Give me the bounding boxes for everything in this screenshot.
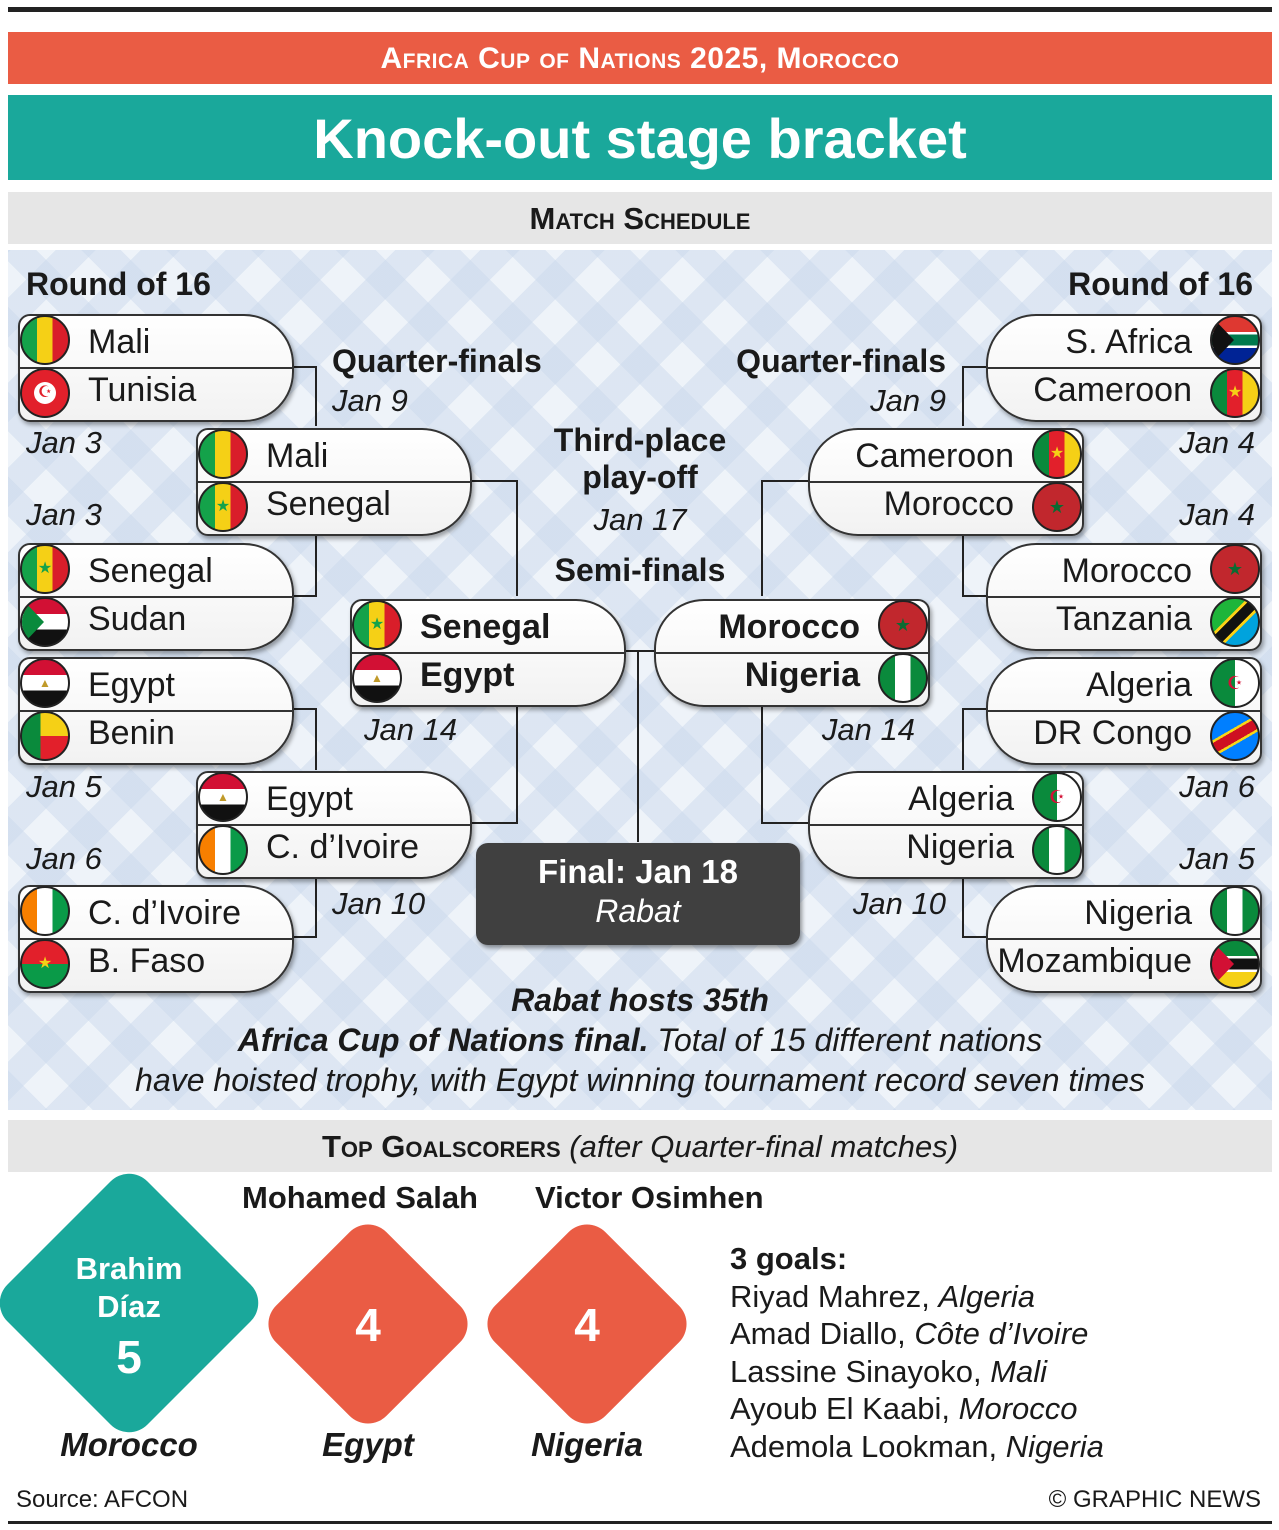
match-date: Jan 4 (1179, 497, 1255, 532)
egypt-flag-icon: ▲ (198, 772, 248, 822)
team-name: Cameroon (855, 437, 1014, 475)
connector (962, 876, 964, 938)
match-r16-left-2 (18, 543, 294, 651)
r16-left-heading: Round of 16 (26, 266, 211, 302)
team-name: B. Faso (88, 942, 206, 980)
team-name: Tanzania (1055, 600, 1192, 638)
final-box (476, 843, 800, 945)
connector (761, 822, 810, 824)
match-sf-left (350, 599, 626, 707)
note-bold-2: Africa Cup of Nations final. (237, 1022, 649, 1058)
match-date: Jan 14 (364, 712, 458, 747)
dr-congo-flag-icon (1210, 711, 1260, 761)
connector (962, 708, 964, 770)
south-africa-flag-icon (1210, 315, 1260, 365)
three-goal-heading: 3 goals: (730, 1241, 848, 1276)
connector (962, 708, 988, 710)
match-r16-right-2 (986, 543, 1262, 651)
connector (962, 366, 964, 426)
match-r16-left-1 (18, 314, 294, 422)
connector (761, 480, 763, 596)
algeria-flag-icon: ☪ (1032, 772, 1082, 822)
team-name: Egypt (88, 666, 175, 704)
mali-flag-icon (198, 429, 248, 479)
connector (962, 936, 988, 938)
cameroon-flag-icon: ★ (1032, 429, 1082, 479)
algeria-flag-icon: ☪ (1210, 658, 1260, 708)
team-name: Morocco (718, 608, 860, 646)
note-text-2: Total of 15 different nations (648, 1022, 1043, 1058)
team-name: Egypt (420, 656, 515, 694)
top-rule (8, 7, 1272, 12)
egypt-flag-icon: ▲ (352, 653, 402, 703)
match-r16-right-4 (986, 885, 1262, 993)
list-item: Ayoub El Kaabi, Morocco (730, 1391, 1078, 1426)
connector (637, 650, 639, 842)
team-name: Tunisia (88, 371, 197, 409)
qf-left-heading: Quarter-finals (332, 343, 542, 379)
note-bold-1: Rabat hosts 35th (511, 982, 769, 1018)
match-r16-right-1 (986, 314, 1262, 422)
team-name: Nigeria (1084, 894, 1192, 932)
team-name: Morocco (1061, 552, 1192, 590)
info-note (30, 980, 1250, 1100)
nigeria-flag-icon (1032, 825, 1082, 875)
team-name: Morocco (883, 485, 1014, 523)
team-name: DR Congo (1033, 714, 1192, 752)
match-sf-right (654, 599, 930, 707)
three-goal-list (730, 1240, 1104, 1465)
team-name: Senegal (266, 485, 391, 523)
supertitle: Africa Cup of Nations 2025, Morocco (8, 32, 1272, 84)
match-date: Jan 5 (1179, 841, 1255, 876)
connector (315, 708, 317, 770)
team-name: Algeria (1086, 666, 1192, 704)
final-venue: Rabat (595, 893, 681, 929)
scorers-subtitle: (after Quarter-final matches) (569, 1129, 959, 1164)
scorer-goals: 4 (355, 1299, 381, 1351)
match-r16-right-3 (986, 657, 1262, 765)
page-title: Knock-out stage bracket (8, 95, 1272, 180)
qf-right-heading: Quarter-finals (736, 343, 946, 379)
team-name: Nigeria (906, 828, 1014, 866)
section-heading: Match Schedule (8, 192, 1272, 244)
connector (291, 366, 317, 368)
mali-flag-icon (20, 315, 70, 365)
match-date: Jan 6 (26, 841, 102, 876)
connector (291, 708, 317, 710)
connector (469, 822, 518, 824)
scorer-country: Nigeria (531, 1426, 643, 1463)
connector (516, 480, 518, 596)
final-label: Final: Jan 18 (538, 853, 738, 890)
match-date: Jan 14 (821, 712, 915, 747)
cote-divoire-flag-icon (20, 886, 70, 936)
list-item: Lassine Sinayoko, Mali (730, 1353, 1048, 1389)
team-name: Algeria (908, 780, 1014, 818)
nigeria-flag-icon (878, 653, 928, 703)
cameroon-flag-icon: ★ (1210, 368, 1260, 418)
connector (315, 535, 317, 597)
morocco-flag-icon: ★ (878, 600, 928, 650)
match-date: Jan 6 (1179, 769, 1255, 804)
senegal-flag-icon: ★ (198, 482, 248, 532)
benin-flag-icon (20, 711, 70, 761)
connector (962, 366, 988, 368)
connector (962, 535, 964, 597)
match-date: Jan 10 (332, 886, 426, 921)
bottom-rule (8, 1521, 1272, 1524)
match-qf-left-2 (196, 771, 472, 879)
scorer-goals: 5 (116, 1331, 142, 1383)
connector (516, 706, 518, 824)
team-name: S. Africa (1065, 323, 1192, 361)
connector (315, 366, 317, 426)
team-name: Nigeria (744, 656, 860, 694)
r16-right-heading: Round of 16 (1068, 266, 1253, 302)
scorer-name: Brahim Díaz (75, 1251, 183, 1324)
tunisia-flag-icon: ☪ (20, 368, 70, 418)
connector (622, 650, 656, 652)
match-date: Jan 3 (26, 497, 102, 532)
morocco-flag-icon: ★ (1032, 482, 1082, 532)
match-date: Jan 4 (1179, 425, 1255, 460)
match-date: Jan 3 (26, 425, 102, 460)
team-name: Senegal (88, 552, 213, 590)
morocco-flag-icon: ★ (1210, 544, 1260, 594)
list-item: Amad Diallo, Côte d’Ivoire (730, 1316, 1089, 1351)
senegal-flag-icon: ★ (20, 544, 70, 594)
qf-right-date: Jan 9 (870, 383, 946, 418)
connector (962, 595, 988, 597)
match-date: Jan 10 (852, 886, 946, 921)
match-r16-left-4 (18, 885, 294, 993)
burkina-faso-flag-icon: ★ (20, 939, 70, 989)
match-r16-left-3 (18, 657, 294, 765)
cote-divoire-flag-icon (198, 825, 248, 875)
team-name: Egypt (266, 780, 353, 818)
team-name: Sudan (88, 600, 187, 638)
team-name: Mali (88, 323, 151, 361)
note-text-3: have hoisted trophy, with Egypt winning tournament record seven times (135, 1062, 1145, 1098)
team-name: C. d’Ivoire (266, 828, 420, 866)
scorer-country: Egypt (322, 1426, 414, 1463)
sudan-flag-icon (20, 597, 70, 647)
team-name: Mali (266, 437, 329, 475)
match-qf-left-1 (196, 428, 472, 536)
credit-note: © GRAPHIC NEWS (1048, 1486, 1261, 1513)
source-note: Source: AFCON (16, 1486, 189, 1513)
scorer-goals: 4 (574, 1299, 600, 1351)
senegal-flag-icon: ★ (352, 600, 402, 650)
semis-heading: Semi-finals (554, 552, 726, 588)
third-place-date: Jan 17 (593, 502, 687, 537)
egypt-flag-icon: ▲ (20, 658, 70, 708)
third-place-heading: Third-place play-off (553, 422, 727, 495)
match-qf-right-2 (808, 771, 1084, 879)
tanzania-flag-icon (1210, 597, 1260, 647)
scorers-heading (8, 1120, 1272, 1172)
nigeria-flag-icon (1210, 886, 1260, 936)
connector (291, 936, 317, 938)
team-name: Benin (88, 714, 175, 752)
scorer-name: Victor Osimhen (535, 1180, 764, 1215)
team-name: Cameroon (1033, 371, 1192, 409)
match-qf-right-1 (808, 428, 1084, 536)
scorer-name: Mohamed Salah (242, 1180, 478, 1215)
team-name: Mozambique (997, 942, 1192, 980)
connector (469, 480, 518, 482)
team-name: C. d’Ivoire (88, 894, 242, 932)
qf-left-date: Jan 9 (332, 383, 408, 418)
scorers-title: Top Goalscorers (321, 1129, 561, 1164)
team-name: Senegal (420, 608, 551, 646)
connector (291, 595, 317, 597)
match-date: Jan 5 (26, 769, 102, 804)
list-item: Riyad Mahrez, Algeria (730, 1278, 1035, 1314)
connector (761, 706, 763, 824)
connector (761, 480, 810, 482)
list-item: Ademola Lookman, Nigeria (730, 1428, 1104, 1464)
connector (315, 876, 317, 938)
scorer-country: Morocco (60, 1426, 198, 1463)
